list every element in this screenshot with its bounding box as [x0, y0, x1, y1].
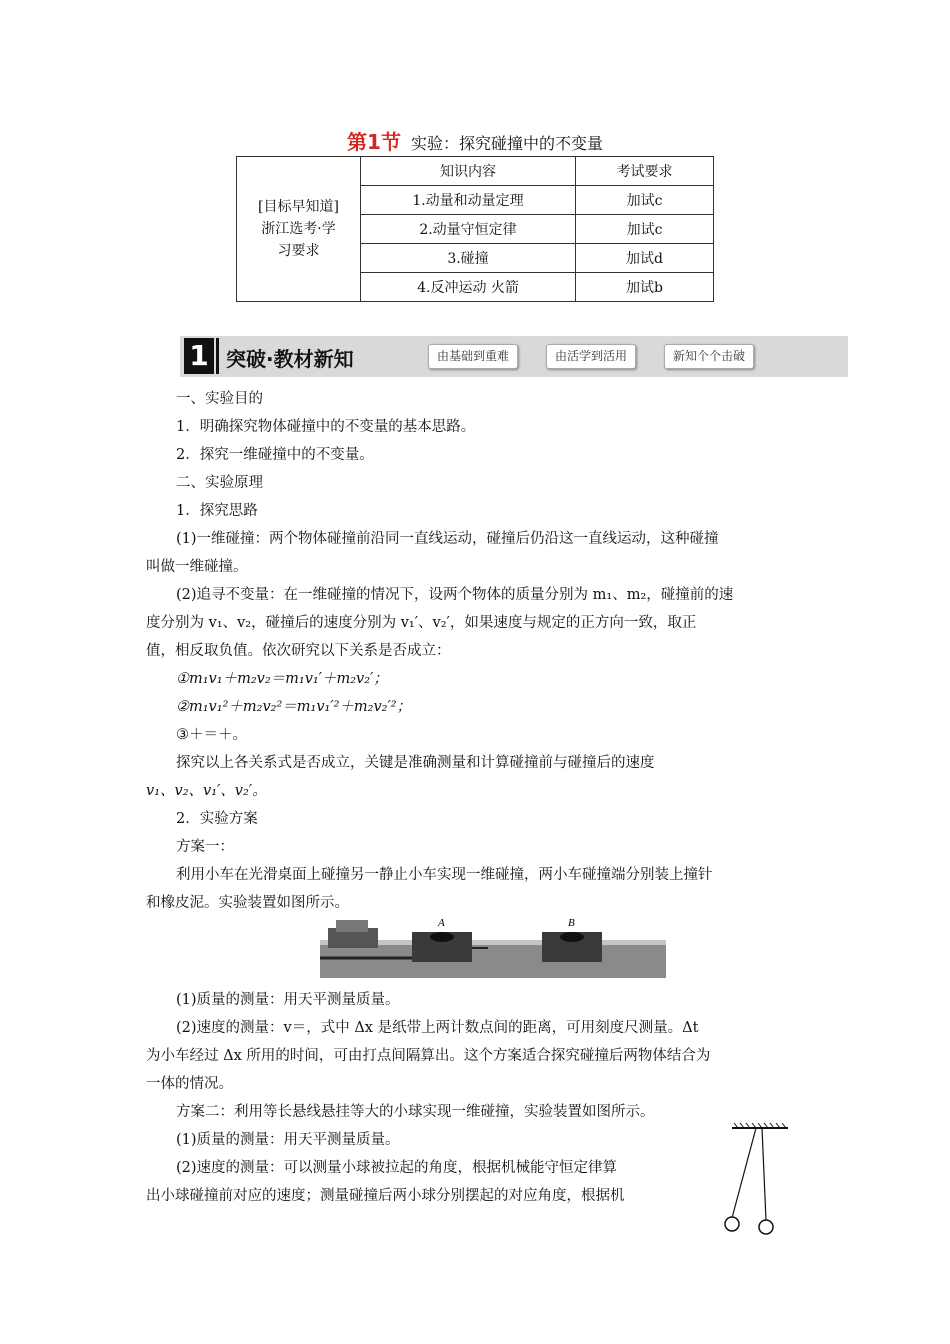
paragraph: (1)质量的测量：用天平测量质量。 — [176, 992, 400, 1008]
paragraph: 为小车经过 Δx 所用的时间，可由打点间隔算出。这个方案适合探究碰撞后两物体结合为 — [146, 1048, 711, 1064]
pendulum-string-right — [762, 1128, 766, 1220]
plan-label: 方案一： — [176, 839, 234, 855]
requirements-side-label: [目标早知道] 浙江选考·学 习要求 — [237, 157, 361, 302]
banner-tag: 新知个个击破 — [664, 344, 754, 369]
heading: 一、实验目的 — [176, 391, 263, 407]
section-title — [0, 126, 950, 155]
paragraph: (2)追寻不变量：在一维碰撞的情况下，设两个物体的质量分别为 m₁、m₂，碰撞前的速 — [176, 587, 734, 603]
banner-label: 突破·教材新知 — [226, 347, 354, 371]
paragraph: v₁、v₂、v₁′、v₂′。 — [146, 783, 267, 799]
cart-b-label: B — [568, 917, 575, 929]
requirement-cell: 加试d — [576, 244, 714, 273]
requirement-cell: 加试c — [576, 215, 714, 244]
pendulum-ball-left — [725, 1217, 739, 1231]
cart-a-label: A — [438, 917, 445, 929]
paragraph: 2．探究一维碰撞中的不变量。 — [176, 447, 374, 463]
paragraph: (1)一维碰撞：两个物体碰撞前沿同一直线运动，碰撞后仍沿这一直线运动，这种碰撞 — [176, 531, 719, 547]
paragraph: 值，相反取负值。依次研究以下关系是否成立： — [146, 643, 451, 659]
cart-apparatus-figure — [320, 910, 666, 980]
subheading: 1．探究思路 — [176, 503, 258, 519]
paragraph: (1)质量的测量：用天平测量质量。 — [176, 1132, 400, 1148]
pendulum-figure — [716, 1120, 796, 1240]
banner-number: 1 — [184, 338, 214, 374]
header-content: 知识内容 — [361, 157, 576, 186]
paragraph: (2)速度的测量：可以测量小球被拉起的角度，根据机械能守恒定律算 — [176, 1160, 618, 1176]
banner-stripe — [216, 338, 219, 374]
paragraph: (2)速度的测量：v＝，式中 Δx 是纸带上两计数点间的距离，可用刻度尺测量。Δt — [176, 1020, 699, 1036]
equation: ③＋＝＋。 — [176, 727, 247, 743]
subheading: 2．实验方案 — [176, 811, 258, 827]
content-cell: 4.反冲运动 火箭 — [361, 273, 576, 302]
header-requirement: 考试要求 — [576, 157, 714, 186]
paragraph: 叫做一维碰撞。 — [146, 559, 248, 575]
banner-tag: 由基础到重难 — [428, 344, 518, 369]
equation: ②m₁v₁²＋m₂v₂²＝m₁v₁′²＋m₂v₂′²； — [176, 699, 412, 715]
paragraph: 出小球碰撞前对应的速度；测量碰撞后两小球分别摆起的对应角度，根据机 — [146, 1188, 625, 1204]
requirement-cell: 加试b — [576, 273, 714, 302]
section-number: 第1节 — [347, 130, 401, 154]
paragraph: 一体的情况。 — [146, 1076, 233, 1092]
content-cell: 2.动量守恒定律 — [361, 215, 576, 244]
section-heading: 实验：探究碰撞中的不变量 — [410, 134, 603, 153]
paragraph: 1．明确探究物体碰撞中的不变量的基本思路。 — [176, 419, 476, 435]
requirements-table — [236, 156, 714, 302]
paragraph: 方案二：利用等长悬线悬挂等大的小球实现一维碰撞，实验装置如图所示。 — [176, 1104, 655, 1120]
pendulum-string-left — [732, 1128, 756, 1218]
content-cell: 3.碰撞 — [361, 244, 576, 273]
requirement-cell: 加试c — [576, 186, 714, 215]
paragraph: 和橡皮泥。实验装置如图所示。 — [146, 895, 349, 911]
heading: 二、实验原理 — [176, 475, 263, 491]
paragraph: 利用小车在光滑桌面上碰撞另一静止小车实现一维碰撞，两小车碰撞端分别装上撞针 — [176, 867, 713, 883]
banner-tag: 由活学到活用 — [546, 344, 636, 369]
paragraph: 度分别为 v₁、v₂，碰撞后的速度分别为 v₁′、v₂′，如果速度与规定的正方向一致，取正 — [146, 615, 697, 631]
content-cell: 1.动量和动量定理 — [361, 186, 576, 215]
paragraph: 探究以上各关系式是否成立，关键是准确测量和计算碰撞前与碰撞后的速度 — [176, 755, 655, 771]
section-banner — [180, 336, 848, 377]
equation: ①m₁v₁＋m₂v₂＝m₁v₁′＋m₂v₂′； — [176, 671, 388, 687]
pendulum-ball-right — [759, 1220, 773, 1234]
